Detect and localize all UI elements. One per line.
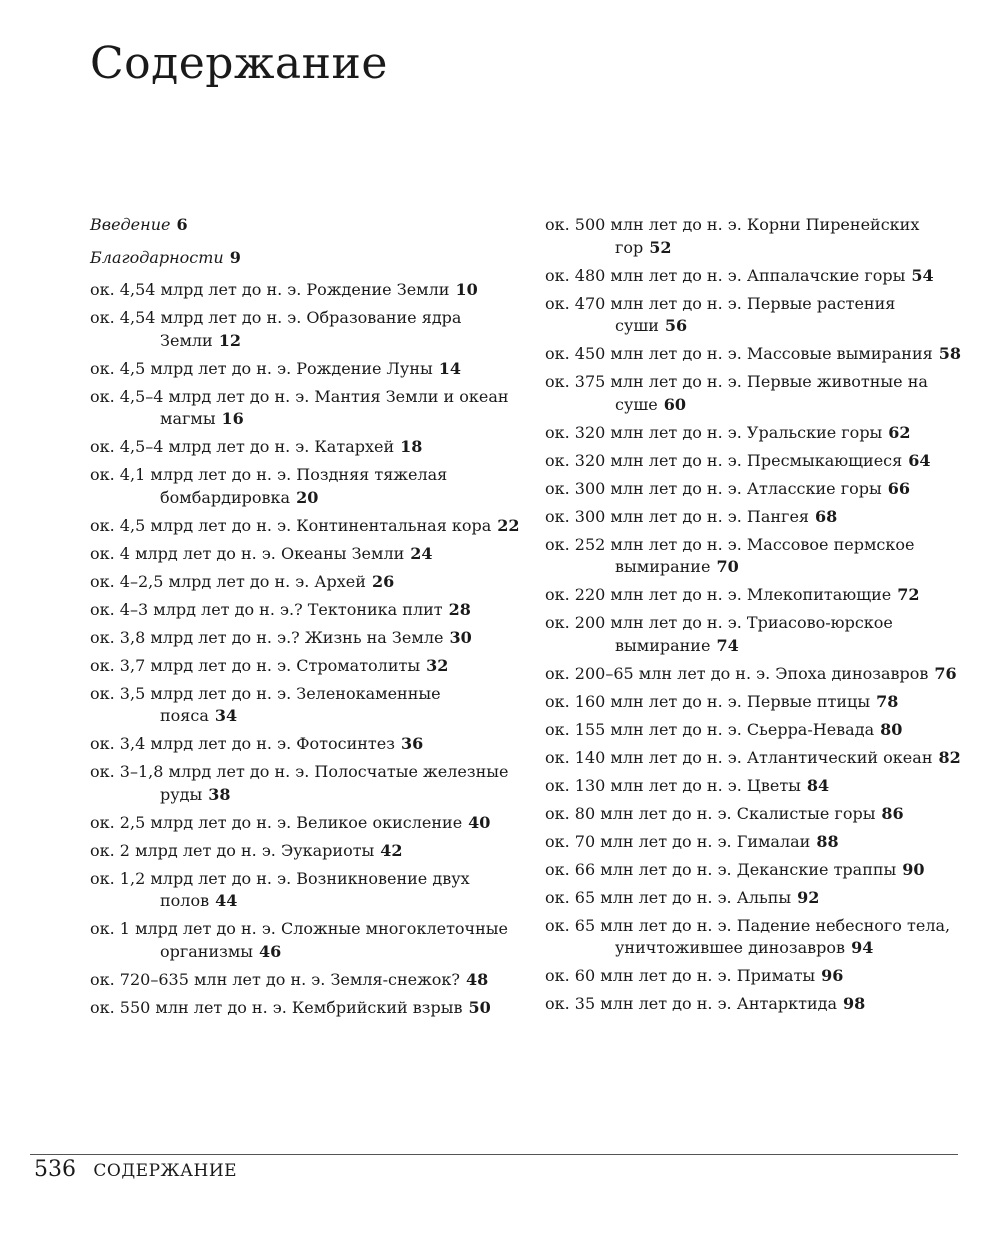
page-footer xyxy=(34,1157,237,1182)
toc-entry-page: 90 xyxy=(902,859,925,879)
toc-column-right xyxy=(545,214,965,1021)
toc-entry-title: ок. 4,1 млрд лет до н. э. Поздняя тяжелая бомбардировка xyxy=(90,465,448,507)
toc-entry-page: 16 xyxy=(221,409,244,428)
toc-entry-title: ок. 375 млн лет до н. э. Первые животные на суше xyxy=(545,372,928,414)
toc-entry-page: 72 xyxy=(897,585,920,604)
toc-entry-page: 66 xyxy=(887,478,910,498)
toc-entry-title: ок. 65 млн лет до н. э. Альпы xyxy=(545,887,792,907)
toc-entry-page: 84 xyxy=(806,775,830,795)
toc-entry-page: 88 xyxy=(816,831,839,851)
toc-entry xyxy=(90,627,520,650)
toc-entry-title: ок. 4 млрд лет до н. э. Океаны Земли xyxy=(90,543,405,563)
toc-entry-page: 32 xyxy=(426,655,449,675)
toc-entry-title: ок. 65 млн лет до н. э. Падение небесного тела, уничтожившее динозавров xyxy=(545,915,951,957)
toc-entry-title: ок. 480 млн лет до н. э. Аппалачские горы xyxy=(545,265,906,285)
toc-entry-page: 36 xyxy=(400,734,424,753)
toc-entry-title: ок. 160 млн лет до н. э. Первые птицы xyxy=(545,691,871,711)
toc-entry-page: 34 xyxy=(214,706,238,725)
toc-entry-page: 82 xyxy=(938,747,961,767)
toc-entry xyxy=(545,993,965,1016)
toc-entry xyxy=(545,747,965,770)
toc-entry-title: ок. 35 млн лет до н. э. Антарктида xyxy=(545,994,838,1013)
toc-entry-page: 74 xyxy=(716,635,739,655)
toc-entry-title: ок. 3,7 млрд лет до н. э. Строматолиты xyxy=(90,655,421,675)
toc-entry-page: 76 xyxy=(934,663,957,683)
toc-entry xyxy=(545,859,965,882)
page-number: 536 xyxy=(34,1157,76,1182)
page-title: Содержание xyxy=(90,38,388,89)
toc-entry-title: ок. 4–3 млрд лет до н. э.? Тектоника плит xyxy=(90,599,443,619)
toc-entry xyxy=(545,450,965,473)
toc-entry xyxy=(545,265,965,288)
toc-entry xyxy=(545,506,965,529)
toc-entry-page: 48 xyxy=(466,969,489,989)
toc-entry xyxy=(90,761,520,806)
toc-entry-page: 42 xyxy=(380,840,403,860)
toc-entry-title: ок. 500 млн лет до н. э. Корни Пиренейских гор xyxy=(545,215,920,257)
toc-entry-title: ок. 4,54 млрд лет до н. э. Рождение Земли xyxy=(90,280,450,299)
toc-entry-page: 24 xyxy=(410,543,433,563)
toc-entry xyxy=(90,279,520,302)
toc-entry xyxy=(90,386,520,431)
toc-entry xyxy=(90,840,520,863)
toc-entry-title: ок. 2,5 млрд лет до н. э. Великое окисление xyxy=(90,812,463,832)
toc-entry xyxy=(545,663,965,686)
toc-entry-title: ок. 4,5–4 млрд лет до н. э. Мантия Земли и океан магмы xyxy=(90,386,509,428)
toc-entry-page: 50 xyxy=(468,997,491,1017)
toc-entry-title: ок. 200–65 млн лет до н. э. Эпоха динозавров xyxy=(545,663,929,683)
toc-entry-page: 14 xyxy=(438,358,461,378)
toc-entry xyxy=(90,436,520,459)
toc-entry-title: ок. 140 млн лет до н. э. Атлантический океан xyxy=(545,747,933,767)
toc-entry-title: ок. 66 млн лет до н. э. Деканские траппы xyxy=(545,859,897,879)
toc-entry-page: 40 xyxy=(468,812,491,832)
toc-entry xyxy=(90,599,520,622)
toc-entry-page: 58 xyxy=(938,344,961,363)
running-head: СОДЕРЖАНИЕ xyxy=(93,1161,238,1181)
toc-entry xyxy=(545,691,965,714)
toc-entry-title: ок. 130 млн лет до н. э. Цветы xyxy=(545,775,801,795)
toc-entry-page: 46 xyxy=(259,941,282,961)
toc-entry-page: 44 xyxy=(215,891,238,910)
toc-entry xyxy=(90,214,520,237)
toc-entry xyxy=(545,612,965,657)
toc-entry-page: 18 xyxy=(400,437,423,456)
toc-entry-page: 60 xyxy=(663,394,686,414)
toc-entry-page: 62 xyxy=(888,422,911,442)
toc-entry-page: 30 xyxy=(449,627,472,647)
toc-entry-title: ок. 720–635 млн лет до н. э. Земля-снежок? xyxy=(90,969,461,989)
toc-entry-page: 22 xyxy=(497,515,520,535)
toc-entry xyxy=(90,997,520,1020)
toc-entry-title: ок. 3,5 млрд лет до н. э. Зеленокаменные пояса xyxy=(90,683,441,725)
toc-entry-title: ок. 220 млн лет до н. э. Млекопитающие xyxy=(545,585,892,604)
toc-entry-page: 68 xyxy=(815,506,838,526)
toc-entry-title: ок. 4,54 млрд лет до н. э. Образование ядра Земли xyxy=(90,308,462,350)
toc-entry-title: ок. 4,5–4 млрд лет до н. э. Катархей xyxy=(90,437,395,456)
toc-entry xyxy=(545,915,965,960)
toc-entry xyxy=(545,534,965,579)
toc-entry-title: ок. 3,8 млрд лет до н. э.? Жизнь на Земле xyxy=(90,627,444,647)
toc-entry-page: 86 xyxy=(881,803,904,823)
toc-entry xyxy=(90,655,520,678)
toc-entry xyxy=(90,918,520,963)
toc-entry xyxy=(545,887,965,910)
toc-entry xyxy=(90,543,520,566)
toc-entry-title: ок. 70 млн лет до н. э. Гималаи xyxy=(545,831,811,851)
toc-entry-title: ок. 1,2 млрд лет до н. э. Возникновение двух полов xyxy=(90,868,470,910)
toc-entry xyxy=(90,358,520,381)
toc-entry-page: 12 xyxy=(218,330,241,350)
toc-entry-page: 28 xyxy=(448,599,471,619)
toc-entry-title: Благодарности xyxy=(90,247,224,267)
toc-entry-title: ок. 200 млн лет до н. э. Триасово-юрское вымирание xyxy=(545,613,893,655)
toc-entry-title: ок. 450 млн лет до н. э. Массовые вымирания xyxy=(545,344,933,363)
toc-entry xyxy=(90,969,520,992)
toc-entry-title: ок. 80 млн лет до н. э. Скалистые горы xyxy=(545,803,876,823)
toc-entry-title: ок. 4,5 млрд лет до н. э. Рождение Луны xyxy=(90,358,433,378)
toc-entry xyxy=(545,965,965,988)
toc-entry-page: 80 xyxy=(880,719,903,739)
toc-entry xyxy=(90,868,520,913)
toc-entry-title: Введение xyxy=(90,215,171,234)
toc-entry-page: 52 xyxy=(649,237,672,257)
toc-entry-page: 26 xyxy=(371,571,395,591)
toc-entry-page: 6 xyxy=(176,215,188,234)
toc-entry-title: ок. 3–1,8 млрд лет до н. э. Полосчатые железные руды xyxy=(90,762,509,804)
toc-entry xyxy=(90,247,520,270)
footer-rule xyxy=(30,1154,958,1155)
toc-entry xyxy=(545,422,965,445)
toc-entry-title: ок. 4,5 млрд лет до н. э. Континентальная кора xyxy=(90,515,492,535)
toc-entry-page: 78 xyxy=(876,691,899,711)
toc-entry-page: 64 xyxy=(908,450,931,470)
toc-entry-page: 10 xyxy=(455,280,478,299)
toc-entry xyxy=(90,515,520,538)
toc-entry xyxy=(545,371,965,416)
toc-entry xyxy=(90,733,520,756)
toc-entry xyxy=(545,719,965,742)
toc-entry-page: 54 xyxy=(911,265,934,285)
toc-entry-title: ок. 2 млрд лет до н. э. Эукариоты xyxy=(90,840,375,860)
toc-entry xyxy=(545,831,965,854)
toc-entry-title: ок. 155 млн лет до н. э. Сьерра-Невада xyxy=(545,719,875,739)
toc-entry-page: 70 xyxy=(716,557,739,576)
toc-entry xyxy=(545,478,965,501)
toc-entry xyxy=(545,293,965,338)
toc-entry-page: 38 xyxy=(208,784,231,804)
toc-entry xyxy=(90,307,520,352)
toc-entry xyxy=(90,683,520,728)
toc-entry-title: ок. 252 млн лет до н. э. Массовое пермское вымирание xyxy=(545,534,915,576)
toc-entry xyxy=(545,803,965,826)
toc-entry-page: 94 xyxy=(851,938,874,957)
toc-entry-page: 96 xyxy=(821,966,844,985)
toc-entry xyxy=(545,775,965,798)
toc-entry-title: ок. 1 млрд лет до н. э. Сложные многоклеточные организмы xyxy=(90,919,508,961)
toc-entry-title: ок. 4–2,5 млрд лет до н. э. Архей xyxy=(90,571,366,591)
toc-entry-title: ок. 3,4 млрд лет до н. э. Фотосинтез xyxy=(90,734,395,753)
toc-entry-title: ок. 320 млн лет до н. э. Уральские горы xyxy=(545,422,883,442)
toc-entry-page: 56 xyxy=(664,316,688,335)
toc-entry xyxy=(90,571,520,594)
toc-entry-title: ок. 60 млн лет до н. э. Приматы xyxy=(545,966,816,985)
toc-entry-title: ок. 300 млн лет до н. э. Пангея xyxy=(545,506,809,526)
toc-entry xyxy=(545,343,965,366)
toc-entry-title: ок. 320 млн лет до н. э. Пресмыкающиеся xyxy=(545,450,903,470)
toc-entry xyxy=(545,584,965,607)
toc-entry-title: ок. 470 млн лет до н. э. Первые растения суши xyxy=(545,293,896,335)
toc-entry-page: 9 xyxy=(229,247,241,267)
toc-entry xyxy=(90,464,520,509)
toc-entry-page: 98 xyxy=(843,994,866,1013)
toc-column-left xyxy=(90,214,520,1025)
toc-entry-title: ок. 300 млн лет до н. э. Атласские горы xyxy=(545,478,882,498)
toc-entry xyxy=(545,214,965,259)
toc-entry xyxy=(90,812,520,835)
toc-entry-title: ок. 550 млн лет до н. э. Кембрийский взрыв xyxy=(90,997,463,1017)
toc-entry-page: 20 xyxy=(296,487,319,507)
toc-entry-page: 92 xyxy=(797,887,820,907)
